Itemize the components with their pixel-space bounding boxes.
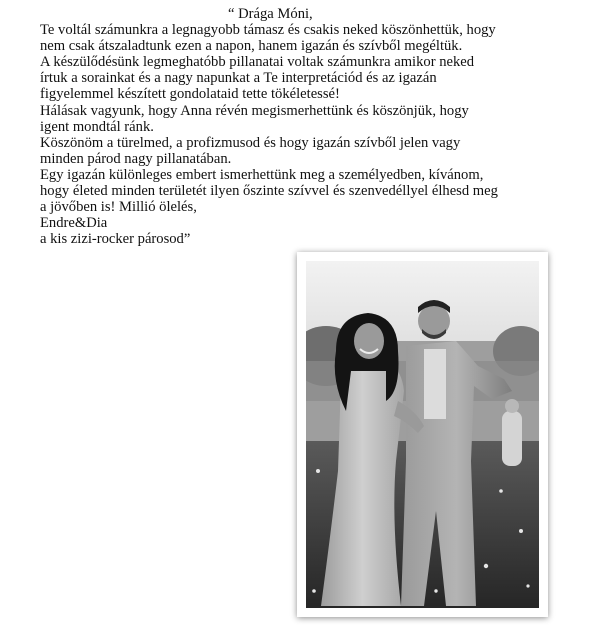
letter-line: igent mondtál ránk. xyxy=(40,118,154,135)
letter-line: minden párod nagy pillanatában. xyxy=(40,150,232,167)
letter-line: figyelemmel készített gondolataid tette tökéletessé! xyxy=(40,86,340,103)
letter-line: Te voltál számunkra a legnagyobb támasz és csakis neked köszönhettük, hogy xyxy=(40,22,496,39)
letter-closing: a kis zizi-rocker párosod” xyxy=(40,231,191,248)
wedding-photo-illustration xyxy=(306,261,539,608)
photo-child-guest xyxy=(502,411,522,466)
letter-line: írtuk a sorainkat és a nagy napunkat a Te interpretációd és az igazán xyxy=(40,70,437,87)
letter-text xyxy=(40,6,600,247)
wedding-photo xyxy=(306,261,539,608)
letter-line: hogy életed minden területét ilyen őszinte szívvel és szenvedéllyel élhesd meg xyxy=(40,183,498,200)
letter-line: a jövőben is! Millió ölelés, xyxy=(40,199,197,216)
letter-signature: Endre&Dia xyxy=(40,215,108,232)
letter-line: nem csak átszaladtunk ezen a napon, hanem igazán és szívből megéltük. xyxy=(40,38,463,55)
photo-frame xyxy=(297,252,548,617)
letter-line: Köszönöm a türelmed, a profizmusod és hogy igazán szívből jelen vagy xyxy=(40,134,461,151)
photo-child-head xyxy=(505,399,519,413)
letter-line: Hálásak vagyunk, hogy Anna révén megismerhettünk és köszönjük, hogy xyxy=(40,102,469,119)
letter-line: A készülődésünk legmeghatóbb pillanatai voltak számunkra amikor neked xyxy=(40,54,475,71)
letter-line: Egy igazán különleges embert ismerhettünk meg a személyedben, kívánom, xyxy=(40,166,484,183)
letter-greeting: “ Drága Móni, xyxy=(228,6,313,22)
